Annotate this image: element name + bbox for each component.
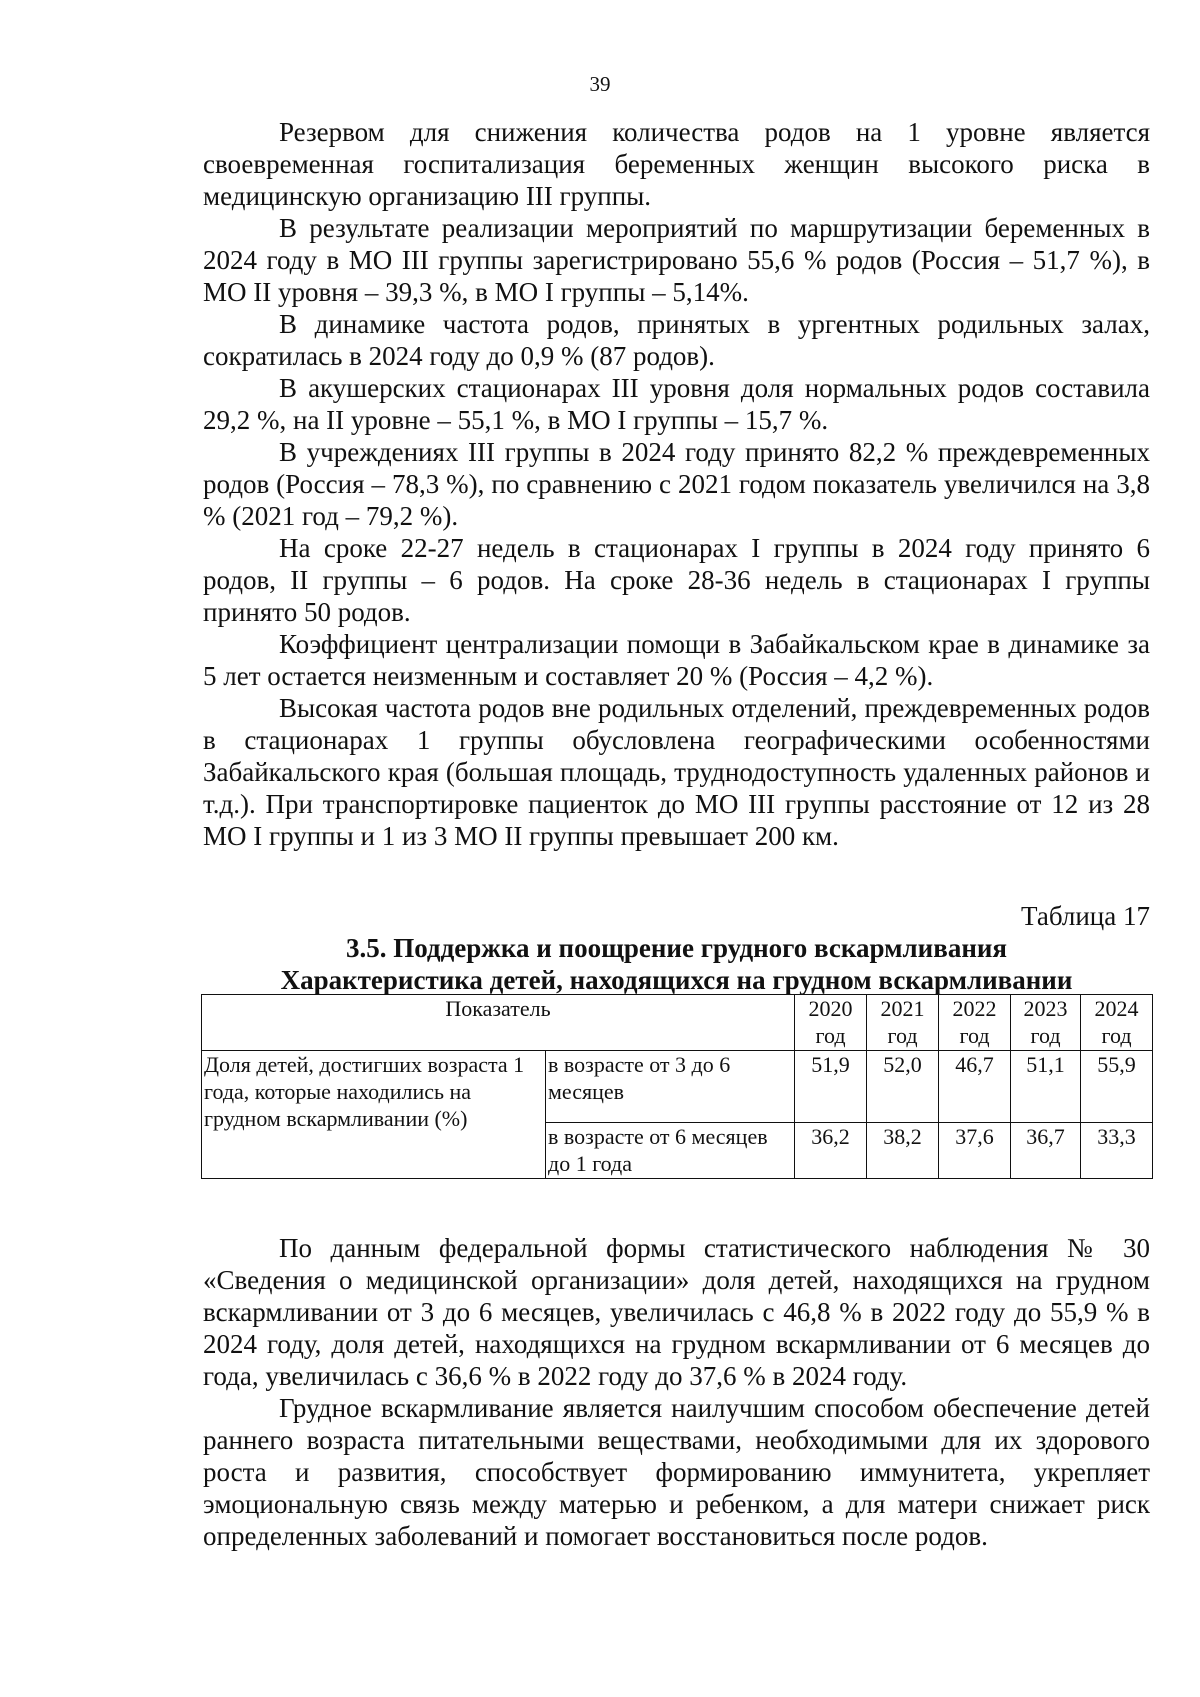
paragraph: В динамике частота родов, принятых в ургентных родильных залах, сократилась в 2024 году до 0,9 % (87 родов).	[203, 309, 1150, 371]
table-row	[202, 1051, 1153, 1123]
table-cell: 55,9	[1081, 1051, 1153, 1123]
paragraph: В учреждениях III группы в 2024 году принято 82,2 % преждевременных родов (Россия – 78,3 %), по сравнению с 2021 годом показатель увеличился на 3,8 % (2021 год – 79,2 %).	[203, 437, 1150, 531]
table-cell: 38,2	[867, 1123, 939, 1179]
paragraph: На сроке 22-27 недель в стационарах I группы в 2024 году принято 6 родов, II группы – 6 родов. На сроке 28-36 недель в стационарах I группы принято 50 родов.	[203, 533, 1150, 627]
paragraph: Высокая частота родов вне родильных отделений, преждевременных родов в стационарах 1 группы обусловлена географическими особенностями Забайкальского края (большая площадь, труднодоступность удаленных районов и т.д.). При транспортировке пациенток до МО III группы расстояние от 12 из 28 МО I группы и 1 из 3 МО II группы превышает 200 км.	[203, 693, 1150, 851]
table-cell: 36,2	[795, 1123, 867, 1179]
header-year: 2021 год	[867, 995, 939, 1051]
body-text-bottom	[203, 1232, 1150, 1552]
page-number: 39	[589, 72, 611, 96]
paragraph: В результате реализации мероприятий по маршрутизации беременных в 2024 году в МО III группы зарегистрировано 55,6 % родов (Россия – 51,7 %), в МО II уровня – 39,3 %, в МО I группы – 5,14%.	[203, 213, 1150, 307]
data-table-wrapper	[201, 994, 1152, 1179]
table-cell: 46,7	[939, 1051, 1011, 1123]
table-title: Характеристика детей, находящихся на грудном вскармливании	[280, 965, 1073, 995]
table-cell: 37,6	[939, 1123, 1011, 1179]
paragraph: По данным федеральной формы статистического наблюдения № 30 «Сведения о медицинской организации» доля детей, находящихся на грудном вскармливании от 3 до 6 месяцев, увеличилась с 46,8 % в 2022 году до 55,9 % в 2024 году, доля детей, находящихся на грудном вскармливании от 6 месяцев до года, увеличилась с 36,6 % в 2022 году до 37,6 % в 2024 году.	[203, 1233, 1150, 1391]
paragraph: В акушерских стационарах III уровня доля нормальных родов составила 29,2 %, на II уровне – 55,1 %, в МО I группы – 15,7 %.	[203, 373, 1150, 435]
section-heading: 3.5. Поддержка и поощрение грудного вскармливания	[345, 933, 1008, 963]
header-year: 2020 год	[795, 995, 867, 1051]
header-year: 2022 год	[939, 995, 1011, 1051]
table-header-row	[202, 995, 1153, 1051]
table-cell: 36,7	[1011, 1123, 1081, 1179]
paragraph: Коэффициент централизации помощи в Забайкальском крае в динамике за 5 лет остается неизменным и составляет 20 % (Россия – 4,2 %).	[203, 629, 1150, 691]
table-cell: 33,3	[1081, 1123, 1153, 1179]
table-cell: 51,9	[795, 1051, 867, 1123]
header-indicator: Показатель	[202, 995, 795, 1051]
row-label: в возрасте от 6 месяцев до 1 года	[546, 1123, 795, 1179]
header-year: 2024 год	[1081, 995, 1153, 1051]
breastfeeding-table	[201, 994, 1153, 1179]
table-cell: 51,1	[1011, 1051, 1081, 1123]
paragraph: Резервом для снижения количества родов на 1 уровне является своевременная госпитализация беременных женщин высокого риска в медицинскую организацию III группы.	[203, 117, 1150, 211]
table-caption: Таблица 17	[1021, 901, 1150, 931]
body-text-top	[203, 116, 1150, 852]
table-cell: 52,0	[867, 1051, 939, 1123]
header-year: 2023 год	[1011, 995, 1081, 1051]
row-group-label: Доля детей, достигших возраста 1 года, которые находились на грудном вскармливании (%)	[202, 1051, 546, 1179]
row-label: в возрасте от 3 до 6 месяцев	[546, 1051, 795, 1123]
paragraph: Грудное вскармливание является наилучшим способом обеспечение детей раннего возраста питательными веществами, необходимыми для их здорового роста и развития, способствует формированию иммунитета, укрепляет эмоциональную связь между матерью и ребенком, а для матери снижает риск определенных заболеваний и помогает восстановиться после родов.	[203, 1393, 1150, 1551]
